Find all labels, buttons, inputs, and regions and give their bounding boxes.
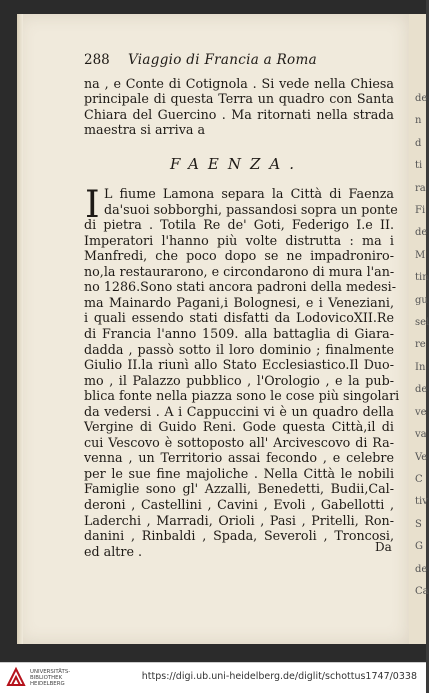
text-line: deroni , Castellini , Cavini , Evoli , Gabellotti ,: [84, 497, 394, 512]
facing-page-fragment: sei: [415, 317, 429, 329]
source-url-link[interactable]: https://digi.ub.uni-heidelberg.de/diglit/schottus1747/0338: [141, 671, 417, 682]
text-line: di pietra . Totila Re de' Goti, Federigo I.e II.: [84, 217, 394, 233]
viewer-footer: [0, 662, 426, 693]
facing-page-fragment: In: [415, 361, 426, 373]
facing-page-fragment: de: [415, 563, 428, 575]
text-line: Famiglie sono gl' Azzalli, Benedetti, Budii,Cal-: [84, 481, 394, 497]
text-line: da'suoi sobborghi, passandosi sopra un ponte: [104, 201, 398, 217]
facing-page-fragment: C: [415, 473, 423, 485]
text-line: blica fonte nella piazza sono le cose più singolari: [84, 388, 400, 404]
library-name: [30, 669, 70, 687]
text-line: Manfredi, che poco dopo se ne impadroniro-: [84, 248, 394, 264]
facing-page-fragment: Ve: [415, 451, 428, 463]
facing-page-fragment: tiv: [415, 496, 428, 508]
page-number: 288: [84, 52, 110, 68]
text-line: per le sue fine majoliche . Nella Città le nobili: [84, 465, 394, 481]
facing-page-fragment: tin: [415, 272, 429, 284]
text-line: danini , Rinbaldi , Spada, Severoli , Troncosi,: [84, 528, 394, 544]
library-name-line3: HEIDELBERG: [30, 681, 65, 687]
page-gutter-shadow: [17, 14, 23, 644]
facing-page-fragment: va: [415, 429, 427, 441]
text-line: maestra si arriva a: [84, 121, 206, 137]
facing-page-fragment: ve: [415, 406, 427, 418]
text-line: di Francia l'anno 1509. alla battaglia di Giara-: [84, 325, 394, 341]
text-line: Laderchi , Marradi, Orioli , Pasi , Pritelli, Ron-: [84, 512, 394, 528]
text-line: L fiume Lamona separa la Città di Faenza: [104, 186, 394, 201]
catchword: Da: [375, 540, 392, 554]
facing-page-fragment: gu: [415, 294, 428, 306]
facing-page-fragment: G: [415, 541, 423, 553]
library-logo-icon: [6, 667, 26, 687]
facing-page-fragment: M: [415, 249, 426, 261]
text-line: na , e Conte di Cotignola . Si vede nella Chiesa: [84, 76, 394, 91]
facing-page-edge: [409, 14, 429, 644]
drop-cap: I: [85, 183, 100, 226]
facing-page-fragment: n: [415, 115, 422, 127]
page-header: [84, 52, 394, 74]
facing-page-fragment: de: [415, 384, 428, 396]
facing-page-fragment: Ca: [415, 585, 429, 597]
library-name-line1: UNIVERSITÄTS-: [30, 669, 71, 675]
facing-page-fragment: ti: [415, 160, 423, 172]
text-line: cui Vescovo è sottoposto all' Arcivescovo di Ra-: [84, 434, 394, 450]
facing-page-fragment: S: [415, 518, 422, 530]
facing-page-fragment: re: [415, 339, 426, 351]
text-line: no 1286.Sono stati ancora padroni della medesi-: [84, 279, 396, 295]
section-title: FAENZA.: [170, 155, 304, 173]
text-line: ma Mainardo Pagani,i Bolognesi, e i Veneziani,: [84, 294, 394, 310]
running-head: Viaggio di Francia a Roma: [128, 52, 317, 68]
facing-page-fragment: Fi: [415, 205, 426, 217]
text-line: da vedersi . A i Cappuccini vi è un quadro della: [84, 403, 394, 419]
facing-page-fragment: d: [415, 137, 422, 149]
library-name-line2: BIBLIOTHEK: [30, 675, 63, 681]
facing-page-fragment: ra: [415, 182, 426, 194]
text-line: no,la restaurarono, e circondarono di mura l'an-: [84, 263, 395, 279]
text-line: mo , il Palazzo pubblico , l'Orologio , e la pub-: [84, 372, 394, 388]
text-line: principale di questa Terra un quadro con Santa: [84, 91, 394, 107]
text-line: Chiara del Guercino . Ma ritornati nella strada: [84, 106, 394, 122]
facing-page-fragment: de: [415, 93, 428, 104]
facing-page-fragment: de: [415, 227, 428, 239]
text-line: Vergine di Guido Reni. Gode questa Città,il di: [84, 419, 394, 435]
text-line: venna , un Territorio assai fecondo , e celebre: [84, 450, 394, 466]
text-line: ed altre .: [84, 543, 143, 559]
text-line: Giulio II.la riunì allo Stato Ecclesiastico.Il Duo-: [84, 357, 394, 373]
text-line: Imperatori l'hanno più volte distrutta : ma i: [84, 232, 394, 248]
text-line: dadda , passò sotto il loro dominio ; finalmente: [84, 341, 394, 357]
text-line: i quali essendo stati disfatti da LodovicoXII.Re: [84, 310, 394, 326]
